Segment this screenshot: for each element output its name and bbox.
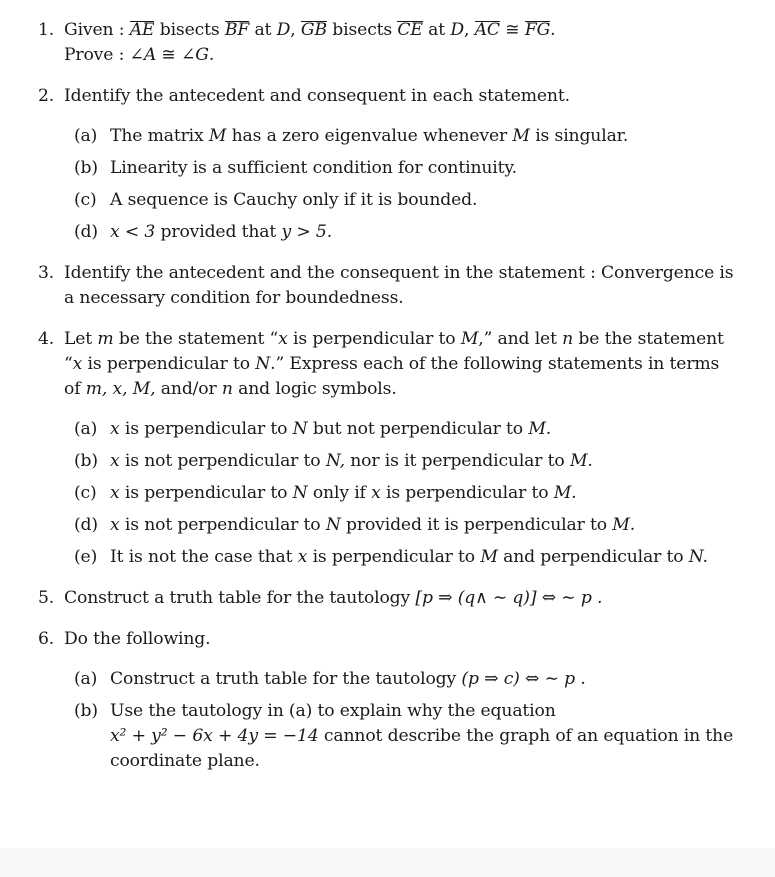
text-line bbox=[110, 724, 770, 749]
sub-label: (e) bbox=[74, 547, 98, 567]
problem-number: 3. bbox=[38, 263, 55, 283]
given-line: Given : AE bisects BF at D, GB bisects CE at D, AC ≅ FG. bbox=[64, 20, 556, 40]
sub-label: (d) bbox=[74, 222, 98, 242]
var-M: M. bbox=[553, 483, 577, 503]
text-run: be the statement “ bbox=[118, 329, 279, 349]
sub-item bbox=[74, 513, 770, 538]
formula: [p ⇒ (q∧ ∼ q)] ⇔ ∼ p . bbox=[415, 588, 603, 608]
text-run: is singular. bbox=[535, 126, 629, 146]
problem-body bbox=[64, 84, 770, 245]
text-run: coordinate plane. bbox=[110, 751, 260, 771]
text-run: be the statement bbox=[578, 329, 724, 349]
sub-text bbox=[110, 513, 770, 538]
congruent-symbol: ≅ bbox=[505, 20, 520, 40]
angle-symbol: ∠ bbox=[129, 45, 144, 65]
sub-item bbox=[74, 481, 770, 506]
given-text: bisects bbox=[159, 20, 220, 40]
text-run: ,” and let bbox=[478, 329, 557, 349]
sub-label: (a) bbox=[74, 419, 98, 439]
var-n: n bbox=[562, 329, 574, 349]
sub-label: (b) bbox=[74, 701, 98, 721]
text-run: is perpendicular to bbox=[124, 483, 288, 503]
congruent-symbol: ≅ bbox=[161, 45, 176, 65]
var-x: x bbox=[110, 515, 120, 535]
sub-label: (b) bbox=[74, 451, 98, 471]
sub-item bbox=[74, 667, 770, 692]
text-run: Let bbox=[64, 329, 93, 349]
text-run: is not perpendicular to bbox=[124, 515, 321, 535]
text-run: is perpendicular to bbox=[124, 419, 288, 439]
point-d: D bbox=[450, 20, 464, 40]
math-expr: y > 5. bbox=[281, 222, 333, 242]
sub-item bbox=[74, 449, 770, 474]
problem-3 bbox=[38, 261, 770, 311]
prove-label: Prove : bbox=[64, 45, 125, 65]
var-x: x bbox=[371, 483, 381, 503]
sub-text: A sequence is Cauchy only if it is bounded. bbox=[110, 190, 478, 210]
text-run: Construct a truth table for the tautology bbox=[64, 588, 411, 608]
problem-text: Identify the antecedent and consequent in each statement. bbox=[64, 86, 570, 106]
var-n: n bbox=[221, 379, 233, 399]
problem-text bbox=[64, 327, 770, 352]
text-run: provided it is perpendicular to bbox=[346, 515, 607, 535]
sub-text bbox=[110, 699, 770, 774]
var-m: m bbox=[97, 329, 114, 349]
var-m: M bbox=[208, 126, 227, 146]
text-run: The matrix bbox=[110, 126, 204, 146]
text-run: nor is it perpendicular to bbox=[350, 451, 565, 471]
problem-2 bbox=[38, 84, 770, 245]
segment-ce: CE bbox=[397, 20, 423, 40]
var-N: N, bbox=[325, 451, 345, 471]
problem-number: 4. bbox=[38, 329, 55, 349]
problem-list bbox=[38, 18, 770, 774]
sub-label: (a) bbox=[74, 126, 98, 146]
segment-ac: AC bbox=[474, 20, 500, 40]
sub-label: (d) bbox=[74, 515, 98, 535]
var-M: M bbox=[460, 329, 479, 349]
vertex-a: A bbox=[143, 45, 157, 65]
formula: (p ⇒ c) ⇔ ∼ p . bbox=[461, 669, 586, 689]
angle-symbol: ∠ bbox=[181, 45, 196, 65]
segment-bf: BF bbox=[224, 20, 250, 40]
sub-text bbox=[110, 124, 770, 149]
var-x: x bbox=[297, 547, 308, 567]
text-run: “ bbox=[64, 354, 73, 374]
point-d: D bbox=[276, 20, 291, 40]
problem-6 bbox=[38, 627, 770, 774]
problem-text: Identify the antecedent and the consequent in the statement : Convergence is bbox=[64, 263, 734, 283]
var-m: M bbox=[512, 126, 530, 146]
problem-body bbox=[64, 261, 770, 311]
problem-text bbox=[64, 586, 770, 611]
var-x: x bbox=[110, 483, 120, 503]
var-N: N bbox=[325, 515, 341, 535]
text-run: is not perpendicular to bbox=[124, 451, 321, 471]
problem-number: 6. bbox=[38, 629, 55, 649]
problem-number: 5. bbox=[38, 588, 55, 608]
sub-text bbox=[110, 545, 770, 570]
segment-gb: GB bbox=[300, 20, 327, 40]
text-run: is perpendicular to bbox=[385, 483, 549, 503]
problem-body bbox=[64, 327, 770, 570]
problem-text bbox=[64, 377, 770, 402]
text-run: is perpendicular to bbox=[87, 354, 250, 374]
sub-item bbox=[74, 699, 770, 774]
text-run: and logic symbols. bbox=[238, 379, 397, 399]
problem-text: a necessary condition for boundedness. bbox=[64, 288, 404, 308]
sub-label: (a) bbox=[74, 669, 98, 689]
sub-text bbox=[110, 481, 770, 506]
sub-text bbox=[110, 220, 770, 245]
var-N: N bbox=[292, 483, 308, 503]
sub-item bbox=[74, 545, 770, 570]
equation: x² + y² − 6x + 4y = −14 bbox=[110, 726, 319, 746]
sub-list bbox=[74, 667, 770, 774]
sub-label: (b) bbox=[74, 158, 98, 178]
var-M: M. bbox=[612, 515, 636, 535]
sub-item bbox=[74, 188, 770, 213]
var-M: M. bbox=[569, 451, 593, 471]
sub-item bbox=[74, 220, 770, 245]
text-run: Use the tautology in (a) to explain why the equation bbox=[110, 701, 556, 721]
text-run: is perpendicular to bbox=[293, 329, 456, 349]
problem-text: Do the following. bbox=[64, 629, 211, 649]
problem-body bbox=[64, 18, 770, 68]
var-list: m, x, M, bbox=[85, 379, 156, 399]
sub-text: Linearity is a sufficient condition for continuity. bbox=[110, 158, 517, 178]
var-N: N. bbox=[688, 547, 708, 567]
text-run: only if bbox=[312, 483, 366, 503]
math-expr: x < 3 bbox=[110, 222, 156, 242]
problem-4 bbox=[38, 327, 770, 570]
text-run: .” Express each of the following statements in terms bbox=[270, 354, 720, 374]
var-x: x bbox=[278, 329, 288, 349]
text-run: provided that bbox=[160, 222, 277, 242]
text-run: cannot describe the graph of an equation in the bbox=[323, 726, 734, 746]
given-label: Given : bbox=[64, 20, 125, 40]
var-M: M bbox=[480, 547, 498, 567]
problem-number: 2. bbox=[38, 86, 55, 106]
problem-1 bbox=[38, 18, 770, 68]
var-x: x bbox=[110, 451, 120, 471]
text-run: and perpendicular to bbox=[503, 547, 684, 567]
sub-label: (c) bbox=[74, 483, 97, 503]
text-run: and/or bbox=[160, 379, 217, 399]
given-text: at bbox=[254, 20, 272, 40]
text-run: It is not the case that bbox=[110, 547, 293, 567]
problem-body bbox=[64, 627, 770, 774]
text-run: is perpendicular to bbox=[312, 547, 475, 567]
given-text: at bbox=[428, 20, 446, 40]
text-run: Construct a truth table for the tautology bbox=[110, 669, 457, 689]
segment-ae: AE bbox=[129, 20, 155, 40]
sub-item bbox=[74, 124, 770, 149]
vertex-g: G bbox=[195, 45, 209, 65]
prove-line: Prove : ∠A ≅ ∠G. bbox=[64, 45, 215, 65]
problem-body bbox=[64, 586, 770, 611]
sub-text bbox=[110, 667, 770, 692]
text-run: but not perpendicular to bbox=[312, 419, 523, 439]
segment-fg: FG bbox=[524, 20, 551, 40]
sub-list bbox=[74, 417, 770, 570]
var-x: x bbox=[110, 419, 120, 439]
sub-text bbox=[110, 417, 770, 442]
var-x: x bbox=[72, 354, 83, 374]
var-M: M. bbox=[528, 419, 552, 439]
problem-text bbox=[64, 352, 770, 377]
sub-text bbox=[110, 449, 770, 474]
given-text: bisects bbox=[332, 20, 393, 40]
sub-list bbox=[74, 124, 770, 245]
problem-number: 1. bbox=[38, 20, 55, 40]
var-N: N bbox=[292, 419, 308, 439]
text-run: of bbox=[64, 379, 81, 399]
text-run: has a zero eigenvalue whenever bbox=[231, 126, 508, 146]
bottom-band bbox=[0, 848, 775, 877]
sub-item bbox=[74, 156, 770, 181]
problem-5 bbox=[38, 586, 770, 611]
sub-item bbox=[74, 417, 770, 442]
sub-label: (c) bbox=[74, 190, 97, 210]
var-N: N bbox=[255, 354, 271, 374]
